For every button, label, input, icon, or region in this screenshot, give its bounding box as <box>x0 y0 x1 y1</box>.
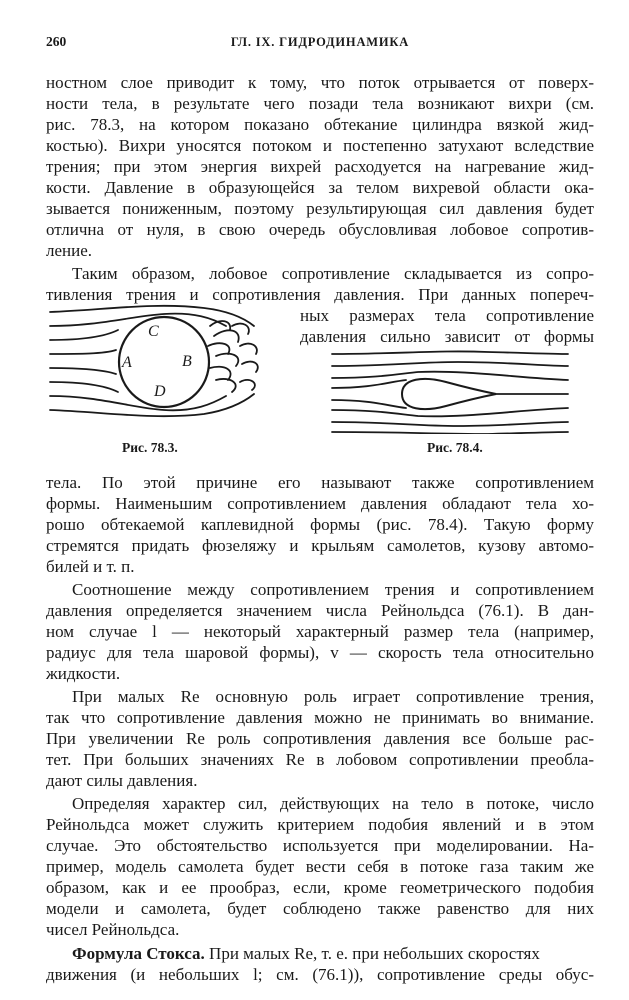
text-line-9: ление. <box>46 241 93 260</box>
label-c: C <box>148 323 159 340</box>
vortex <box>208 343 229 354</box>
vortex <box>216 379 236 392</box>
text-line-23: жидкости. <box>46 664 121 683</box>
page-number: 260 <box>46 34 67 49</box>
figure-78-4-caption: Рис. 78.4. <box>427 440 483 455</box>
streamline <box>50 330 118 340</box>
vortex <box>240 380 255 390</box>
text-line-1: ностном слое приводит к тому, что поток отрывается от поверх- <box>46 73 594 92</box>
text-line-29: Определяя характер сил, действующих на тело в потоке, число <box>72 794 594 813</box>
text-line-5: трения; при этом энергия вихрей расходуется на нагревание жид- <box>46 157 594 176</box>
text-line-14: тела. По этой причине его называют также сопротивлением <box>46 473 594 492</box>
streamline <box>332 362 568 366</box>
streamline <box>50 382 118 392</box>
text-line-25: так что сопротивление давления можно не принимать во внимание. <box>46 708 594 727</box>
label-a: A <box>122 354 132 371</box>
text-line-27: тет. При больших значениях Re в лобовом сопротивлении преобла- <box>46 750 594 769</box>
streamline <box>332 400 406 408</box>
text-line-30: Рейнольдса может служить критерием подобия явлений и в этом <box>46 815 594 834</box>
page-header <box>46 34 594 54</box>
figure-teardrop-flow <box>328 344 572 434</box>
stokes-heading: Формула Стокса. <box>72 944 205 963</box>
figure-78-3-caption: Рис. 78.3. <box>122 440 178 455</box>
text-line-16: рошо обтекаемой каплевидной формы (рис. 78.4). Такую форму <box>46 515 594 534</box>
text-line-4: костью). Вихри уносятся потоком и постепенно затухают вследствие <box>46 136 594 155</box>
text-line-32: пример, модель самолета будет вести себя в потоке газа таким же <box>46 857 594 876</box>
text-line-3: рис. 78.3, на котором показано обтекание цилиндра вязкой жид- <box>46 115 594 134</box>
vortex <box>240 344 257 354</box>
stokes-line <box>72 943 594 964</box>
text-line-13: давления сильно зависит от формы <box>300 327 594 346</box>
text-line-34: модели и самолета, будет соблюдено также равенство для них <box>46 899 594 918</box>
text-line-11: тивления трения и сопротивления давления. При данных попереч- <box>46 285 594 304</box>
text-line-37: движения (и небольших l; см. (76.1)), сопротивление среды обус- <box>46 965 594 984</box>
text-line-24: При малых Re основную роль играет сопротивление трения, <box>72 687 594 706</box>
text-line-17: стремятся придать фюзеляжу и крыльям самолетов, кузову автомо- <box>46 536 594 555</box>
streamline <box>332 408 568 416</box>
text-line-8: отлична от нуля, в свою очередь обусловливая лобовое сопротив- <box>46 220 594 239</box>
streamline <box>50 350 116 354</box>
text-line-33: образом, как и ее прообраз, если, кроме геометрического подобия <box>46 878 594 897</box>
text-line-20: давления определяется значением числа Рейнольдса (76.1). В дан- <box>46 601 594 620</box>
text-line-36: При малых Re, т. е. при небольших скоростях <box>209 944 540 963</box>
vortex <box>216 354 238 366</box>
streamline <box>332 422 568 426</box>
label-d: D <box>154 383 166 400</box>
text-line-15: формы. Наименьшим сопротивлением давления обладают тела хо- <box>46 494 594 513</box>
text-line-19: Соотношение между сопротивлением трения и сопротивлением <box>72 580 594 599</box>
vortex <box>242 362 258 372</box>
text-line-35: чисел Рейнольдса. <box>46 920 180 939</box>
vortex <box>232 324 249 334</box>
streamline <box>332 372 568 380</box>
label-b: B <box>182 353 192 370</box>
vortex <box>214 330 239 342</box>
streamline <box>332 351 568 354</box>
text-line-12: ных размерах тела сопротивление <box>300 306 594 325</box>
text-line-6: кости. Давление в образующейся за телом вихревой области ока- <box>46 178 594 197</box>
streamline <box>50 368 116 374</box>
teardrop-body <box>402 379 496 409</box>
text-line-2: ности тела, в результате чего позади тела возникают вихри (см. <box>46 94 594 113</box>
text-line-26: При увеличении Re роль сопротивления давления все больше рас- <box>46 729 594 748</box>
running-head: ГЛ. IX. ГИДРОДИНАМИКА <box>230 35 410 49</box>
text-line-10: Таким образом, лобовое сопротивление складывается из сопро- <box>72 264 594 283</box>
text-line-21: ном случае l — некоторый характерный размер тела (например, <box>46 622 594 641</box>
text-line-18: билей и т. п. <box>46 557 135 576</box>
streamline <box>332 380 406 388</box>
text-line-7: зывается пониженным, поэтому результирующая сил давления будет <box>46 199 594 218</box>
streamline <box>332 432 568 434</box>
vortex <box>210 367 231 380</box>
text-line-31: случае. Это обстоятельство используется при моделировании. На- <box>46 836 594 855</box>
text-line-22: радиус для тела шаровой формы), v — скорость тела относительно <box>46 643 594 662</box>
text-line-28: дают силы давления. <box>46 771 198 790</box>
figure-cylinder-flow <box>44 296 284 426</box>
